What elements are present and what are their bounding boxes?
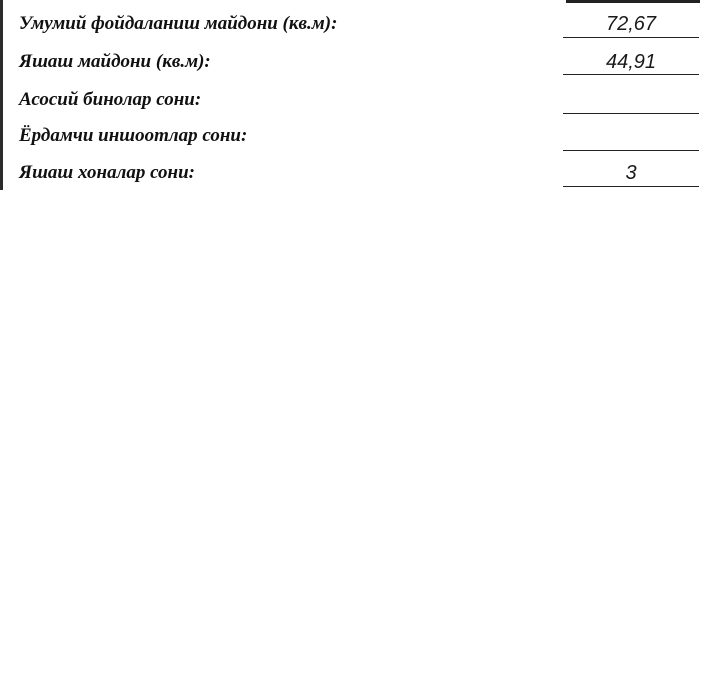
field-underline bbox=[563, 113, 699, 114]
field-label: Асосий бинолар сони: bbox=[19, 89, 202, 110]
field-value: 3 bbox=[625, 162, 637, 184]
field-row-living-area bbox=[0, 50, 726, 80]
top-border-fragment bbox=[566, 0, 700, 3]
field-label: Яшаш хоналар сони: bbox=[19, 162, 195, 183]
field-row-auxiliary-structures bbox=[0, 124, 726, 154]
field-underline bbox=[563, 37, 699, 38]
field-underline bbox=[563, 186, 699, 187]
field-value: 44,91 bbox=[605, 51, 657, 73]
field-row-living-rooms bbox=[0, 161, 726, 191]
field-label: Ёрдамчи иншоотлар сони: bbox=[19, 125, 248, 146]
field-label: Яшаш майдони (кв.м): bbox=[19, 51, 211, 72]
field-label: Умумий фойдаланиш майдони (кв.м): bbox=[19, 13, 338, 34]
field-row-main-buildings bbox=[0, 88, 726, 118]
field-row-total-area bbox=[0, 12, 726, 42]
field-underline bbox=[563, 150, 699, 151]
field-underline bbox=[563, 74, 699, 75]
field-value: 72,67 bbox=[605, 13, 657, 35]
